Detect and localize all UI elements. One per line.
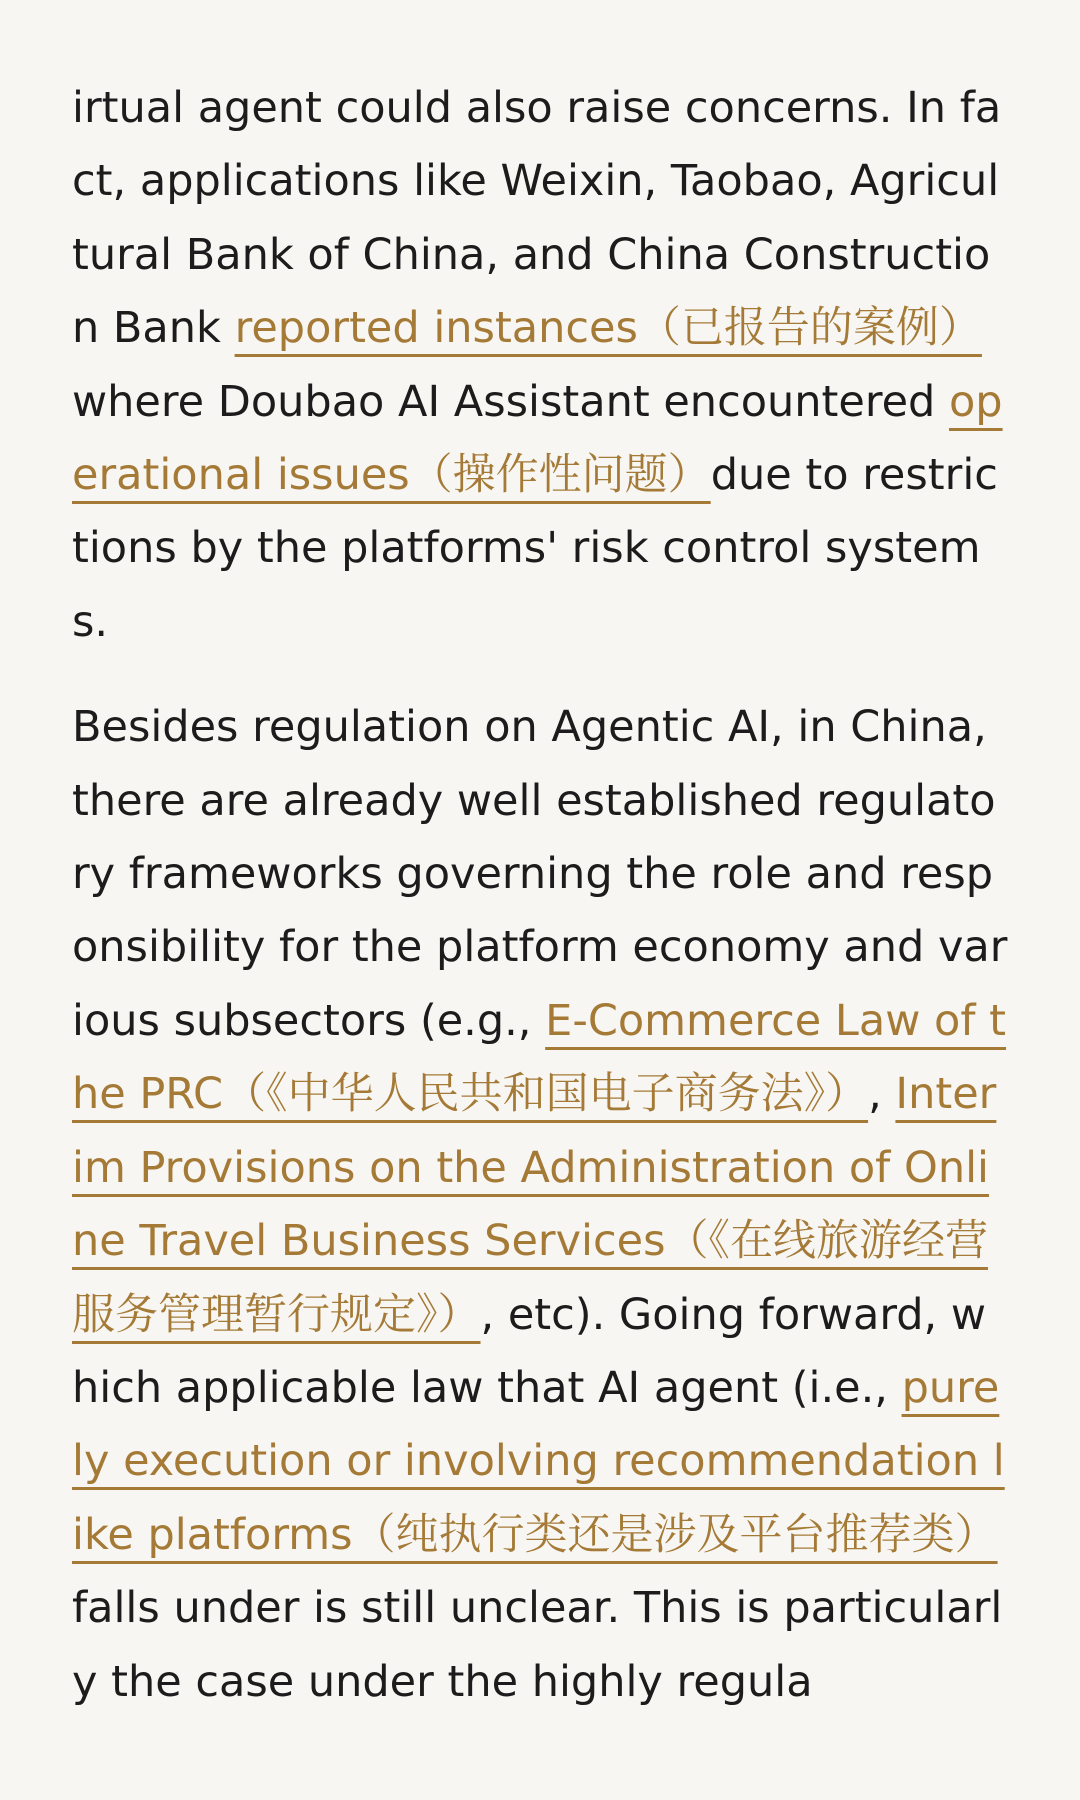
online-travel-provisions-link[interactable]: Interim Provisions on the Administration of Online Travel Business Services（《在线旅游经营服务管理暂行规定》） — [72, 1069, 997, 1340]
paragraph-2-text-4: falls under is still unclear. This is particularly the case under the highly regula — [72, 1583, 1003, 1707]
paragraph-2-text-2: , — [868, 1069, 896, 1120]
ecommerce-law-link[interactable]: E-Commerce Law of the PRC（《中华人民共和国电子商务法》） — [72, 995, 1007, 1120]
paragraph-1-text-3: due to restrictions by the platforms' risk control systems. — [72, 450, 998, 647]
paragraph-2-text-3: , etc). Going forward, which applicable law that AI agent (i.e., — [72, 1289, 987, 1413]
paragraph-doubao-issues — [72, 72, 1008, 659]
paragraph-1-text-2: where Doubao AI Assistant encountered — [72, 376, 949, 427]
paragraph-regulation — [72, 691, 1008, 1719]
operational-issues-link[interactable]: operational issues（操作性问题） — [72, 376, 1003, 501]
paragraph-2-text-1: Besides regulation on Agentic AI, in China, there are already well established regulatory frameworks governing the role and responsibility for the platform economy and various subsectors (e.g., — [72, 702, 1008, 1046]
paragraph-1-text-1: irtual agent could also raise concerns. In fact, applications like Weixin, Taobao, Agricultural Bank of China, and China Construction Bank — [72, 83, 1002, 354]
execution-or-recommendation-link[interactable]: purely execution or involving recommendation like platforms（纯执行类还是涉及平台推荐类） — [72, 1362, 1005, 1560]
reported-instances-link[interactable]: reported instances（已报告的案例） — [234, 303, 982, 354]
